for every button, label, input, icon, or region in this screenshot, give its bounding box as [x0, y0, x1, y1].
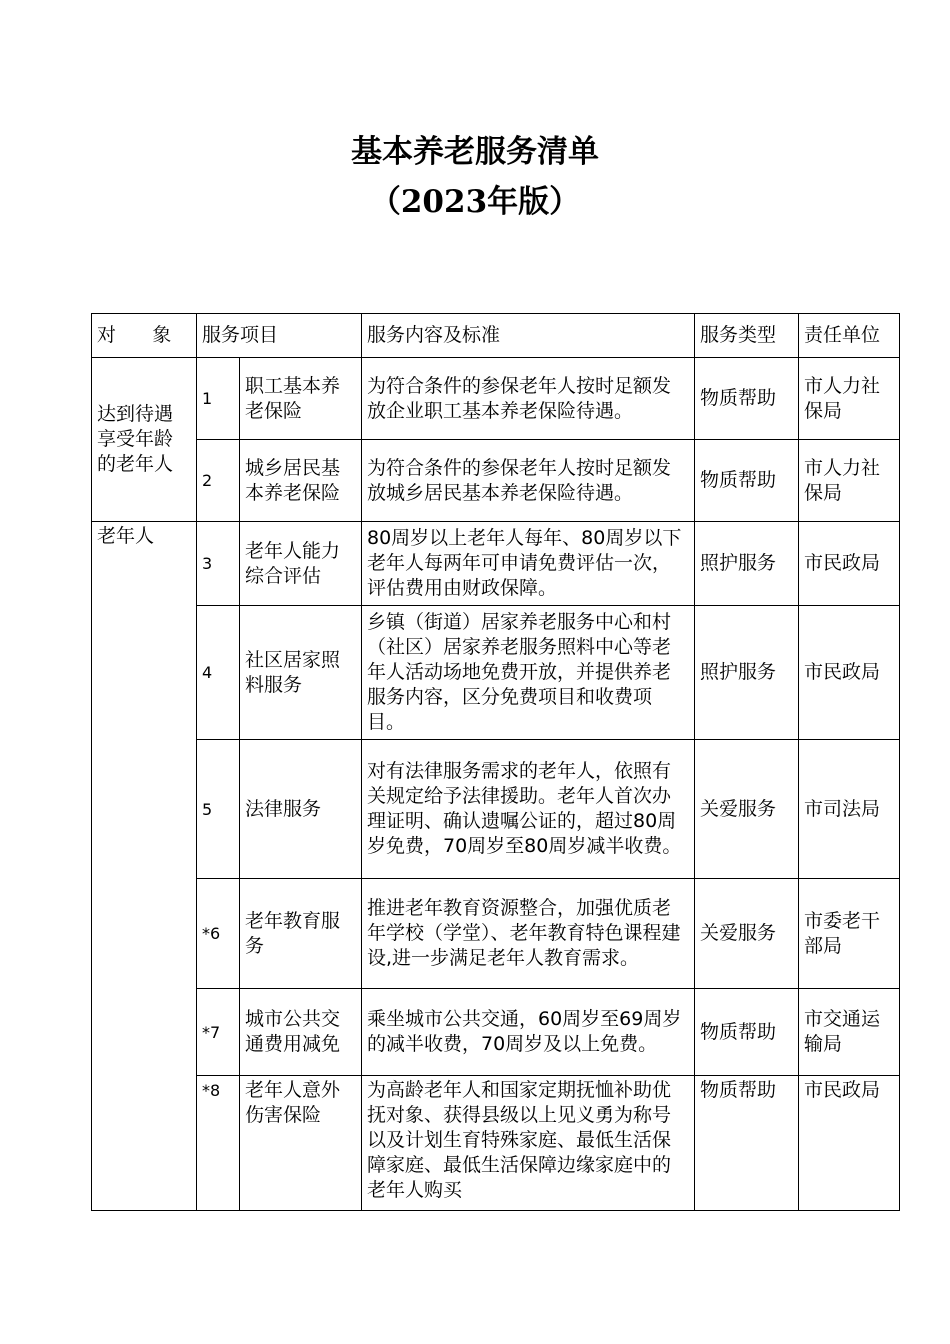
row-unit: 市民政局: [799, 522, 900, 606]
row-type: 关爱服务: [695, 879, 799, 989]
table-row: [92, 1076, 900, 1211]
row-item: 城市公共交通费用减免: [240, 989, 362, 1076]
row-unit: 市人力社保局: [799, 440, 900, 522]
row-content: 80周岁以上老年人每年、80周岁以下老年人每两年可申请免费评估一次，评估费用由财政保障。: [362, 522, 695, 606]
row-content: 为符合条件的参保老年人按时足额发放城乡居民基本养老保险待遇。: [362, 440, 695, 522]
row-item: 社区居家照料服务: [240, 606, 362, 740]
table-row: [92, 606, 900, 740]
row-type: 物质帮助: [695, 1076, 799, 1211]
row-item: 老年人能力综合评估: [240, 522, 362, 606]
row-number: 4: [197, 606, 240, 740]
header-content: 服务内容及标准: [362, 314, 695, 358]
table-row: [92, 358, 900, 440]
table-header-row: [92, 314, 900, 358]
row-content: 乡镇（街道）居家养老服务中心和村（社区）居家养老服务照料中心等老年人活动场地免费开放，并提供养老服务内容，区分免费项目和收费项目。: [362, 606, 695, 740]
row-number: 1: [197, 358, 240, 440]
row-type: 关爱服务: [695, 740, 799, 879]
table-row: [92, 440, 900, 522]
row-content: 为高龄老年人和国家定期抚恤补助优抚对象、获得县级以上见义勇为称号以及计划生育特殊家庭、最低生活保障家庭、最低生活保障边缘家庭中的老年人购买: [362, 1076, 695, 1211]
document-subtitle: （2023年版）: [369, 184, 581, 220]
row-item: 法律服务: [240, 740, 362, 879]
row-content: 为符合条件的参保老年人按时足额发放企业职工基本养老保险待遇。: [362, 358, 695, 440]
row-type: 物质帮助: [695, 358, 799, 440]
row-content: 乘坐城市公共交通，60周岁至69周岁的减半收费，70周岁及以上免费。: [362, 989, 695, 1076]
document-title: 基本养老服务清单: [351, 134, 599, 170]
service-table: [91, 313, 900, 1211]
row-item: 老年人意外伤害保险: [240, 1076, 362, 1211]
row-type: 照护服务: [695, 606, 799, 740]
table-row: [92, 740, 900, 879]
header-unit: 责任单位: [799, 314, 900, 358]
row-content: 推进老年教育资源整合，加强优质老年学校（学堂）、老年教育特色课程建设,进一步满足老年人教育需求。: [362, 879, 695, 989]
table-row: [92, 522, 900, 606]
row-item: 职工基本养老保险: [240, 358, 362, 440]
header-type: 服务类型: [695, 314, 799, 358]
row-unit: 市人力社保局: [799, 358, 900, 440]
row-number: *6: [197, 879, 240, 989]
header-item: 服务项目: [197, 314, 362, 358]
row-item: 城乡居民基本养老保险: [240, 440, 362, 522]
row-number: *7: [197, 989, 240, 1076]
row-unit: 市民政局: [799, 606, 900, 740]
table-row: [92, 879, 900, 989]
row-type: 物质帮助: [695, 440, 799, 522]
row-unit: 市民政局: [799, 1076, 900, 1211]
table-row: [92, 989, 900, 1076]
row-number: 5: [197, 740, 240, 879]
header-object: 对 象: [92, 314, 197, 358]
row-number: 2: [197, 440, 240, 522]
group-object: 达到待遇享受年龄的老年人: [92, 358, 197, 522]
row-unit: 市司法局: [799, 740, 900, 879]
row-unit: 市交通运输局: [799, 989, 900, 1076]
group-object: 老年人: [92, 522, 197, 1211]
row-type: 照护服务: [695, 522, 799, 606]
row-item: 老年教育服务: [240, 879, 362, 989]
row-content: 对有法律服务需求的老年人，依照有关规定给予法律援助。老年人首次办理证明、确认遗嘱公证的，超过80周岁免费，70周岁至80周岁减半收费。: [362, 740, 695, 879]
row-number: *8: [197, 1076, 240, 1211]
row-number: 3: [197, 522, 240, 606]
row-unit: 市委老干部局: [799, 879, 900, 989]
row-type: 物质帮助: [695, 989, 799, 1076]
